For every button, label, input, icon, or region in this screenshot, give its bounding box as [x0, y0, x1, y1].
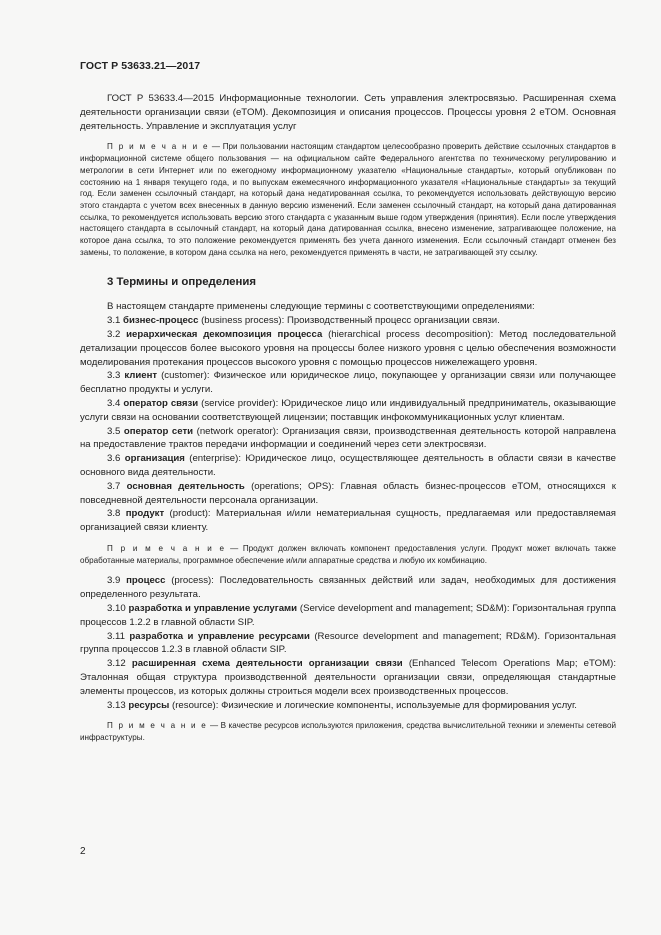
term-definition: [80, 657, 616, 698]
note-label: П р и м е ч а н и е: [107, 543, 226, 553]
term-text: (process): Последовательность связанных действий или задач, необходимых для достижения определенного результата.: [80, 575, 616, 601]
term-definition: [80, 314, 616, 328]
term-definition: [80, 574, 616, 602]
term-definition: [80, 397, 616, 425]
term-name: разработка и управление услугами: [128, 602, 298, 614]
term-number: 3.13: [107, 699, 126, 711]
document-code-header: ГОСТ Р 53633.21—2017: [80, 60, 201, 72]
term-text: (business process): Производственный процесс организации связи.: [198, 315, 500, 327]
term-name: процесс: [126, 575, 166, 587]
intro-note-text: При пользовании настоящим стандартом целесообразно проверить действие ссылочных стандартов в информационной системе общего пользования — на официальном сайте Федерального агентства по техническому регулированию и метрологии в сети Интернет или по ежегодному информационному указателю «Национальные стандарты», который опубликован по состоянию на 1 января текущего года, и по выпускам ежемесячного информационного указателя «Национальные стандарты» за текущий год. Если заменен ссылочный стандарт, на который дана недатированная ссылка, то рекомендуется использовать действующую версию этого стандарта с учетом всех внесенных в данную версию изменений. Если заменен ссылочный стандарт, на который дана датированная ссылка, то рекомендуется использовать версию этого стандарта с указанным выше годом утверждения (принятия). Если после утверждения настоящего стандарта в ссылочный стандарт, на который дана датированная ссылка, внесено изменение, затрагивающее положение, на которое дана ссылка, то это положение рекомендуется применять без учета данного изменения. Если ссылочный стандарт отменен без замены, то положение, в котором дана ссылка на него, рекомендуется применять в части, не затрагивающей эту ссылку.: [80, 142, 616, 257]
page-content: [80, 92, 616, 744]
term-definition: [80, 699, 616, 713]
term-number: 3.1: [107, 315, 121, 327]
term-number: 3.9: [107, 575, 121, 587]
term-name: разработка и управление ресурсами: [129, 630, 310, 642]
term-name: основная деятельность: [126, 480, 245, 492]
term-text: (resource): Физические и логические компоненты, используемые для формирования услуг.: [169, 699, 577, 711]
term-text: (Service development and management; SD&M): Горизонтальная группа процессов 1.2.2 в главной области SIP.: [80, 602, 616, 628]
intro-note: П р и м е ч а н и е — При пользовании настоящим стандартом целесообразно проверить действие ссылочных стандартов в информационной системе общего пользования — на официальном сайте Федерального агентства по техническому регулированию и метрологии в сети Интернет или по ежегодному информационному указателю «Национальные стандарты», который опубликован по состоянию на 1 января текущего года, и по выпускам ежемесячного информационного указателя «Национальные стандарты» за текущий год. Если заменен ссылочный стандарт, на который дана недатированная ссылка, то рекомендуется использовать действующую версию этого стандарта с учетом всех внесенных в данную версию изменений. Если заменен ссылочный стандарт, на который дана датированная ссылка, то рекомендуется использовать версию этого стандарта с указанным выше годом утверждения (принятия). Если после утверждения настоящего стандарта в ссылочный стандарт, на который дана датированная ссылка, внесено изменение, затрагивающее положение, на которое дана ссылка, то это положение рекомендуется применять без учета данного изменения. Если ссылочный стандарт отменен без замены, то положение, в котором дана ссылка на него, рекомендуется применять в части, не затрагивающей эту ссылку.: [80, 142, 616, 257]
term-text: (service provider): Юридическое лицо или индивидуальный предприниматель, оказывающие услуги связи на основании соответствующей лицензии; поставщик инфокоммуникационных услуг клиентам.: [80, 398, 616, 423]
term-definition: [80, 452, 616, 480]
term-number: 3.3: [107, 370, 121, 382]
term-text: (hierarchical process decomposition): Метод последовательной детализации процессов более высокого уровня на процессы более низкого уровня с целью обеспечения возможности моделирования протекания процессов высокого уровня с помощью процессов нижележащего уровня.: [80, 329, 616, 368]
term-number: 3.8: [107, 508, 121, 520]
term-name: организация: [124, 453, 185, 465]
term-name: иерархическая декомпозиция процесса: [126, 329, 323, 341]
product-note: П р и м е ч а н и е — Продукт должен включать компонент предоставления услуги. Продукт может включать также обработанные материалы, программное обеспечение и/или аппаратные средства и любую их комбинацию.: [80, 543, 617, 565]
term-number: 3.11: [107, 630, 125, 642]
note-label: П р и м е ч а н и е: [107, 142, 210, 152]
term-definition: [80, 507, 616, 535]
term-number: 3.2: [107, 329, 121, 341]
term-number: 3.7: [107, 480, 121, 492]
term-text: (enterprise): Юридическое лицо, осуществляющее деятельность в области связи в качестве основного вида деятельности.: [80, 453, 616, 478]
term-name: продукт: [125, 508, 165, 520]
term-text: (network operator): Организация связи, производственная деятельность которой направлена на предоставление трактов передачи информации и соединений через сети электросвязи.: [80, 425, 616, 451]
term-definition: [80, 480, 616, 508]
term-text: (Enhanced Telecom Operations Map; eTOM): Эталонная общая структура производственной деятельности организации связи, определяющая стандартные элементы процессов, из которых должны строиться модели всех производственных процессов.: [80, 658, 616, 697]
product-note-text: Продукт должен включать компонент предоставления услуги. Продукт может включать также обработанные материалы, программное обеспечение и/или аппаратные средства и любую их комбинацию.: [80, 543, 617, 565]
section-title: 3 Термины и определения: [107, 276, 257, 289]
term-name: расширенная схема деятельности организации связи: [131, 658, 403, 670]
term-name: клиент: [124, 370, 158, 382]
terms-list-continued: [80, 574, 616, 712]
page-number: 2: [80, 846, 86, 857]
term-definition: [80, 425, 616, 453]
terms-list: [80, 314, 616, 535]
note-label: П р и м е ч а н и е: [107, 721, 208, 731]
term-definition: [80, 630, 616, 658]
term-name: бизнес-процесс: [123, 315, 199, 327]
term-text: (Resource development and management; RD&M). Горизонтальная группа процессов 1.2.3 в главной области SIP.: [80, 630, 617, 656]
resources-note-text: В качестве ресурсов используются приложения, средства вычислительной техники и элементы сетевой инфраструктуры.: [80, 721, 616, 743]
term-number: 3.4: [107, 398, 121, 409]
term-definition: [80, 328, 616, 369]
term-definition: [80, 369, 616, 397]
term-name: ресурсы: [128, 699, 170, 711]
term-number: 3.6: [107, 453, 121, 465]
resources-note: П р и м е ч а н и е — В качестве ресурсов используются приложения, средства вычислительной техники и элементы сетевой инфраструктуры.: [80, 721, 616, 743]
term-text: (operations; OPS): Главная область бизнес-процессов eTOM, относящихся к повседневной деятельности персонала организации.: [80, 480, 616, 506]
term-name: оператор связи: [123, 398, 199, 409]
term-name: оператор сети: [123, 425, 194, 437]
term-number: 3.5: [107, 425, 121, 437]
term-text: (product): Материальная и/или нематериальная сущность, предлагаемая или предоставляемая организацией связи клиенту.: [80, 508, 617, 534]
term-number: 3.10: [107, 602, 126, 614]
term-text: (customer): Физическое или юридическое лицо, покупающее у организации связи или получающее бесплатно продукты и услуги.: [80, 370, 616, 396]
term-definition: [80, 602, 616, 630]
section-lead: В настоящем стандарте применены следующие термины с соответствующими определениями:: [107, 301, 535, 313]
term-number: 3.12: [107, 658, 126, 670]
normative-reference: ГОСТ Р 53633.4—2015 Информационные технологии. Сеть управления электросвязью. Расширенная схема деятельности организации связи (eTOM). Декомпозиция и описания процессов. Процессы уровня 2 eTOM. Основная деятельность. Управление и эксплуатация услуг: [80, 93, 616, 132]
